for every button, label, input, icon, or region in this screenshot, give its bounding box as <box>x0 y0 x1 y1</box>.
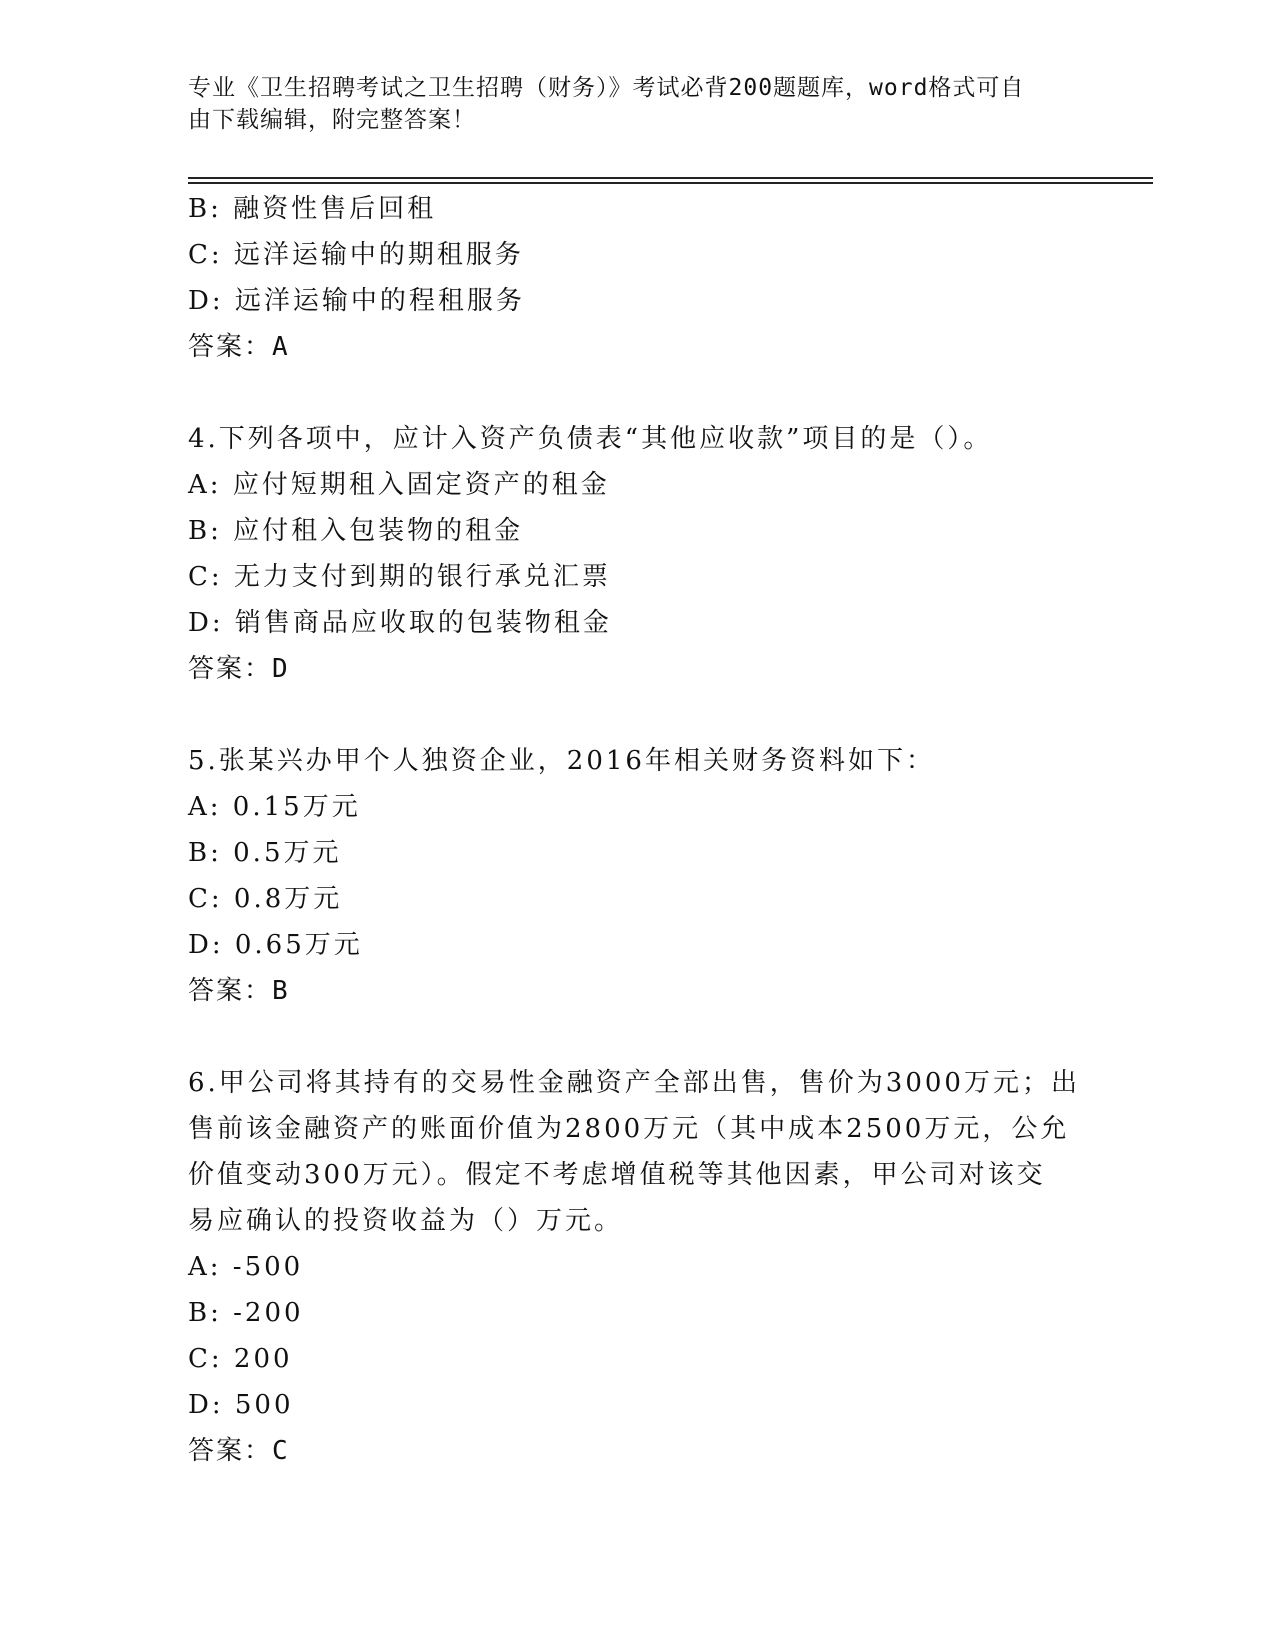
option-b: B: 应付租入包装物的租金 <box>188 516 524 546</box>
question-3 <box>188 186 1088 370</box>
question-text-line-1: 6.甲公司将其持有的交易性金融资产全部出售，售价为3000万元；出 <box>188 1068 1080 1098</box>
option-c: C: 200 <box>188 1344 293 1374</box>
spacer <box>188 692 1088 738</box>
option-b: B: 融资性售后回租 <box>188 194 437 224</box>
option-d: D: 0.65万元 <box>188 930 363 960</box>
option-c: C: 无力支付到期的银行承兑汇票 <box>188 562 611 592</box>
question-5 <box>188 738 1088 1014</box>
answer: 答案：C <box>188 1436 290 1466</box>
header-divider-top <box>188 177 1153 179</box>
question-text-line-3: 价值变动300万元）。假定不考虑增值税等其他因素，甲公司对该交 <box>188 1160 1046 1190</box>
option-c: C: 0.8万元 <box>188 884 343 914</box>
header-line-1: 专业《卫生招聘考试之卫生招聘（财务）》考试必背200题题库，word格式可自 <box>188 75 1025 101</box>
question-list <box>188 186 1088 1474</box>
option-d: D: 销售商品应收取的包装物租金 <box>188 608 612 638</box>
option-b: B: 0.5万元 <box>188 838 342 868</box>
question-6 <box>188 1060 1088 1474</box>
option-d: D: 远洋运输中的程租服务 <box>188 286 525 316</box>
document-header <box>188 72 1068 136</box>
option-c: C: 远洋运输中的期租服务 <box>188 240 524 270</box>
question-text: 4.下列各项中，应计入资产负债表“其他应收款”项目的是（）。 <box>188 424 993 454</box>
answer: 答案：A <box>188 332 290 362</box>
option-a: A: -500 <box>188 1252 304 1282</box>
question-text-line-4: 易应确认的投资收益为（）万元。 <box>188 1206 624 1236</box>
spacer <box>188 370 1088 416</box>
header-line-2: 由下载编辑，附完整答案！ <box>188 107 476 133</box>
question-4 <box>188 416 1088 692</box>
question-text: 5.张某兴办甲个人独资企业，2016年相关财务资料如下： <box>188 746 935 776</box>
option-b: B: -200 <box>188 1298 304 1328</box>
spacer <box>188 1014 1088 1060</box>
answer: 答案：D <box>188 654 290 684</box>
option-a: A: 应付短期租入固定资产的租金 <box>188 470 610 500</box>
option-d: D: 500 <box>188 1390 294 1420</box>
answer: 答案：B <box>188 976 290 1006</box>
question-text-line-2: 售前该金融资产的账面价值为2800万元（其中成本2500万元，公允 <box>188 1114 1070 1144</box>
option-a: A: 0.15万元 <box>188 792 361 822</box>
header-divider-bottom <box>188 182 1153 184</box>
